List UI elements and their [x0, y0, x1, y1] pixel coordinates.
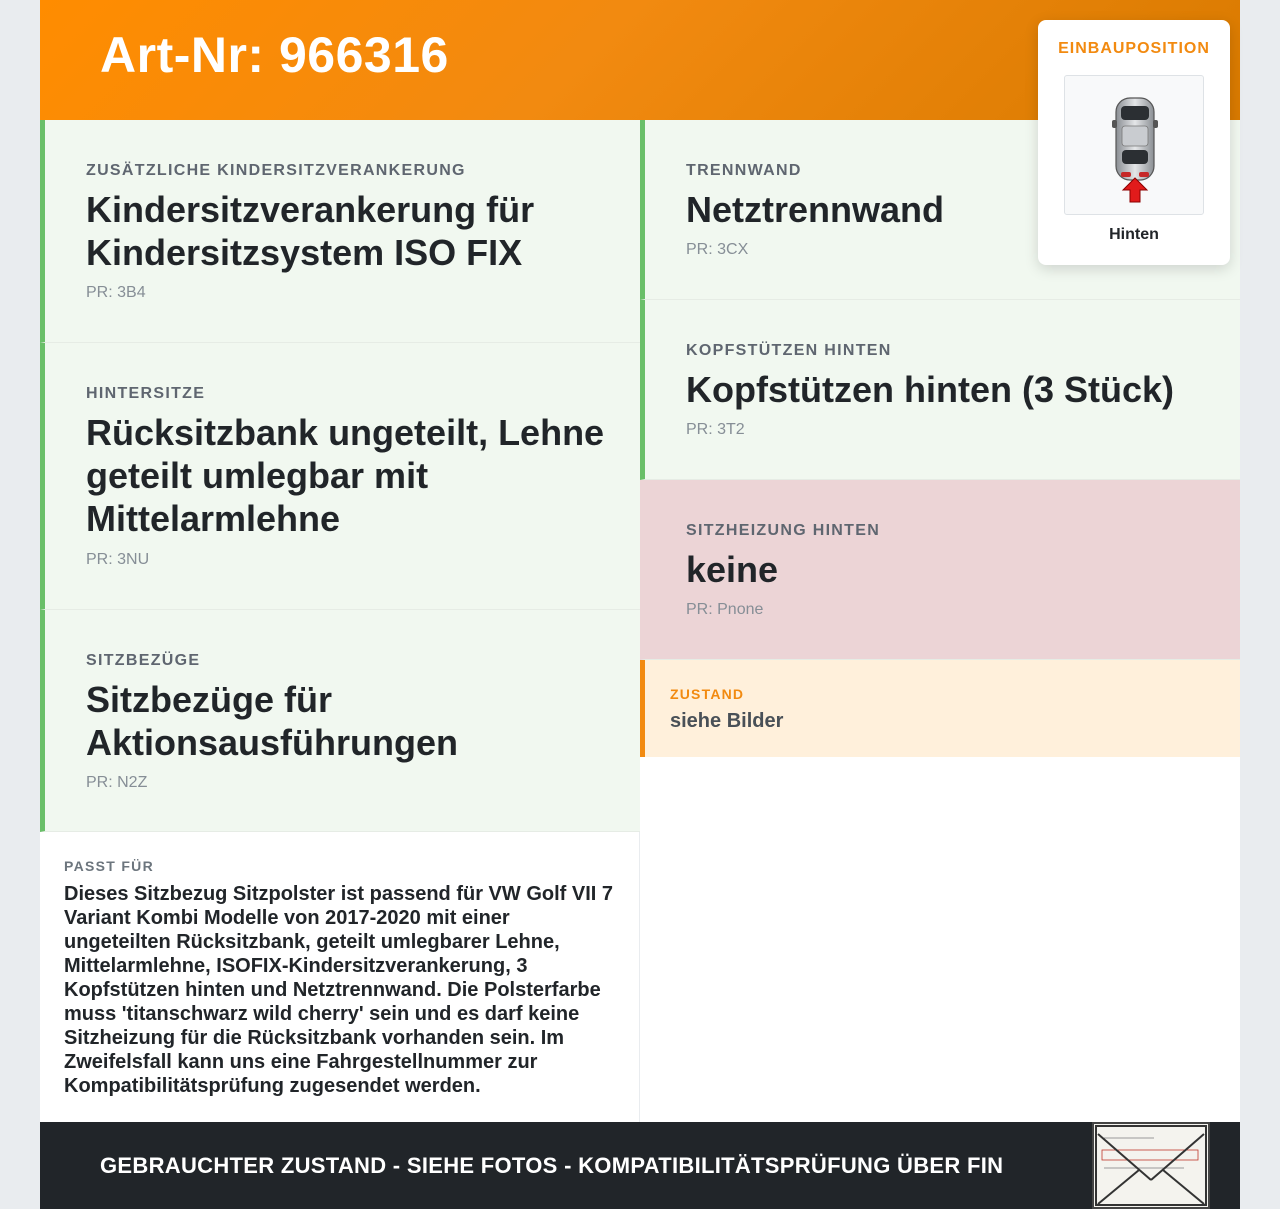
option-card-rear-seats — [40, 343, 640, 610]
envelope-thumbnail-icon[interactable] — [1092, 1122, 1210, 1209]
compatibility-text: Dieses Sitzbezug Sitzpolster ist passend für VW Golf VII 7 Variant Kombi Modelle von 2017-2020 mit einer ungeteilten Rücksitzbank, geteilt umlegbarer Lehne, Mittelarmlehne, ISOFIX-Kindersitzverankerung, 3 Kopfstützen hinten und Netztrennwand. Die Polsterfarbe muss 'titanschwarz wild cherry' sein und es darf keine Sitzheizung für die Rücksitzbank vorhanden sein. Im Zweifelsfall kann uns eine Fahrgestellnummer zur Kompatibilitätsprüfung zugesendet werden. — [64, 883, 613, 1097]
option-card-seat-covers — [40, 610, 640, 832]
option-card-child-seat-anchor — [40, 120, 640, 343]
option-pr-code: PR: N2Z — [86, 774, 148, 791]
option-pr-code: PR: 3NU — [86, 551, 150, 568]
option-pr-code: PR: 3CX — [686, 241, 749, 258]
option-value: Sitzbezüge für Aktionsausführungen — [86, 679, 459, 763]
option-value: Kindersitzverankerung für Kindersitzsystem ISO FIX — [86, 189, 535, 273]
product-sheet — [40, 0, 1240, 1209]
option-value: Netztrennwand — [686, 189, 945, 230]
footer-text: GEBRAUCHTER ZUSTAND - SIEHE FOTOS - KOMPATIBILITÄTSPRÜFUNG ÜBER FIN — [100, 1153, 1004, 1178]
option-pr-code: PR: Pnone — [686, 601, 764, 618]
option-card-rear-headrests — [640, 300, 1240, 480]
option-pr-code: PR: 3T2 — [686, 421, 745, 438]
installation-position-label: Hinten — [1109, 226, 1159, 243]
option-category: SITZHEIZUNG HINTEN — [686, 522, 881, 539]
option-value: keine — [686, 549, 779, 590]
compatibility-section — [40, 832, 640, 1122]
installation-position-card — [1038, 20, 1230, 265]
condition-label: ZUSTAND — [670, 686, 745, 702]
option-category: SITZBEZÜGE — [86, 652, 201, 669]
condition-box — [640, 660, 1240, 757]
footer-banner — [40, 1122, 1240, 1209]
option-card-rear-seat-heating — [640, 480, 1240, 660]
option-value: Rücksitzbank ungeteilt, Lehne geteilt umlegbar mit Mittelarmlehne — [86, 412, 605, 539]
compatibility-label: PASST FÜR — [64, 858, 154, 874]
option-pr-code: PR: 3B4 — [86, 284, 146, 301]
option-category: TRENNWAND — [686, 162, 802, 179]
option-value: Kopfstützen hinten (3 Stück) — [686, 369, 1174, 410]
option-category: KOPFSTÜTZEN HINTEN — [686, 342, 892, 359]
option-category: HINTERSITZE — [86, 385, 206, 402]
installation-position-title: EINBAUPOSITION — [1058, 40, 1210, 57]
article-number-title: Art-Nr: 966316 — [100, 27, 449, 83]
option-category: ZUSÄTZLICHE KINDERSITZVERANKERUNG — [86, 162, 466, 179]
car-rear-position-icon — [1064, 75, 1204, 215]
condition-value: siehe Bilder — [670, 710, 784, 732]
